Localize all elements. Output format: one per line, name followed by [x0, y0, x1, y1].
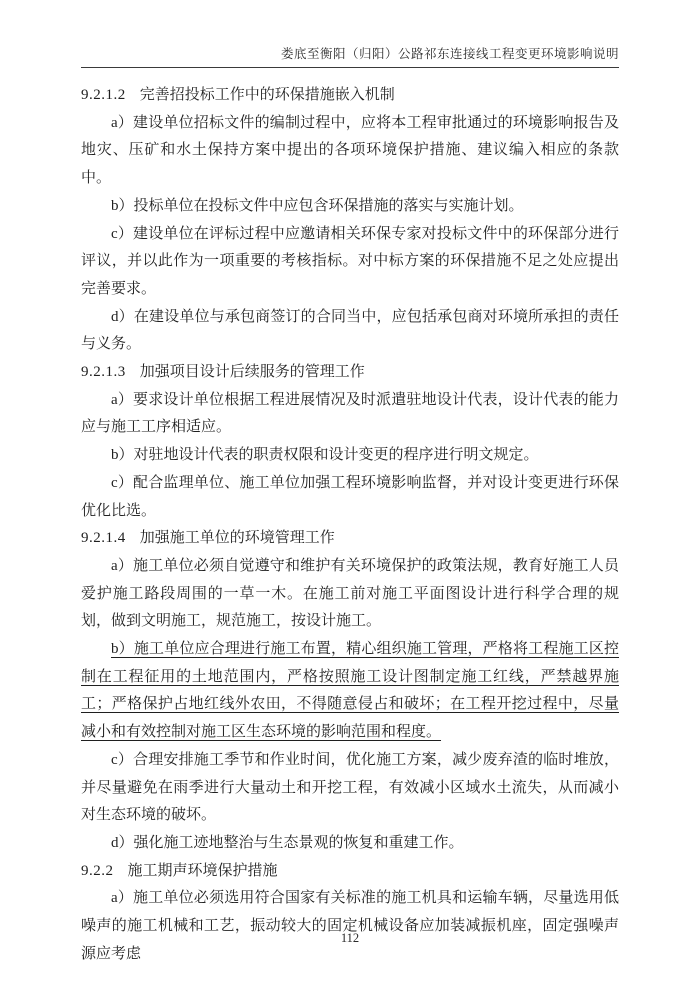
paragraph-c: c）合理安排施工季节和作业时间，优化施工方案，减少废弃渣的临时堆放，并尽量避免在雨季进行大量动土和开挖工程，有效减小区域水土流失，从而减小对生态环境的破坏。: [81, 751, 619, 824]
header-title: 娄底至衡阳（归阳）公路祁东连接线工程变更环境影响说明: [280, 47, 619, 61]
section-heading-9213: [81, 359, 619, 387]
paragraph-c: c）配合监理单位、施工单位加强工程环境影响监督，并对设计变更进行环保优化比选。: [81, 474, 619, 519]
page-body: [81, 68, 619, 969]
page-number: 112: [340, 931, 360, 945]
section-heading-9214: [81, 525, 619, 553]
section-heading-9212: [81, 82, 619, 110]
section-number: 9.2.1.2: [81, 87, 126, 103]
section-title: 加强施工单位的环境管理工作: [139, 530, 335, 547]
paragraph-b-underlined: b）施工单位应合理进行施工布置，精心组织施工管理，严格将工程施工区控制在工程征用的土地范围内，严格按照施工设计图制定施工红线，严禁越界施工；严格保护占地红线外农田，不得随意侵占和破坏；在工程开挖过程中，尽量减小和有效控制对施工区生态环境的影响范围和程度。: [81, 641, 619, 741]
paragraph-b: b）对驻地设计代表的职责权限和设计变更的程序进行明文规定。: [111, 447, 539, 464]
section-heading-922: [81, 858, 619, 886]
section-number: 9.2.2: [81, 862, 114, 879]
page-footer: [0, 931, 700, 946]
paragraph-a: a）施工单位必须自觉遵守和维护有关环境保护的政策法规，教育好施工人员爱护施工路段周围的一草一木。在施工前对施工平面图设计进行科学合理的规划，做到文明施工，规范施工，按设计施工。: [81, 557, 619, 630]
section-title: 加强项目设计后续服务的管理工作: [139, 364, 365, 381]
paragraph-a: a）施工单位必须选用符合国家有关标准的施工机具和运输车辆，尽量选用低噪声的施工机械和工艺，振动较大的固定机械设备应加装减振机座，固定强噪声源应考虑: [81, 890, 619, 962]
section-number: 9.2.1.3: [81, 364, 126, 381]
page-header: [81, 0, 619, 68]
paragraph-d: d）在建设单位与承包商签订的合同当中，应包括承包商对环境所承担的责任与义务。: [81, 308, 619, 353]
section-number: 9.2.1.4: [81, 530, 126, 547]
paragraph-a: a）建设单位招标文件的编制过程中，应将本工程审批通过的环境影响报告及地灾、压矿和水土保持方案中提出的各项环境保护措施、建议编入相应的条款中。: [81, 114, 619, 187]
paragraph-c: c）建设单位在评标过程中应邀请相关环保专家对投标文件中的环保部分进行评议，并以此作为一项重要的考核指标。对中标方案的环保措施不足之处应提出完善要求。: [81, 225, 619, 297]
paragraph-a: a）要求设计单位根据工程进展情况及时派遣驻地设计代表，设计代表的能力应与施工工序相适应。: [81, 391, 619, 436]
paragraph-b: b）投标单位在投标文件中应包含环保措施的落实与实施计划。: [111, 197, 524, 214]
section-title: 完善招投标工作中的环保措施嵌入机制: [139, 87, 395, 103]
paragraph-d: d）强化施工迹地整治与生态景观的恢复和重建工作。: [111, 834, 464, 851]
section-title: 施工期声环境保护措施: [127, 862, 278, 879]
